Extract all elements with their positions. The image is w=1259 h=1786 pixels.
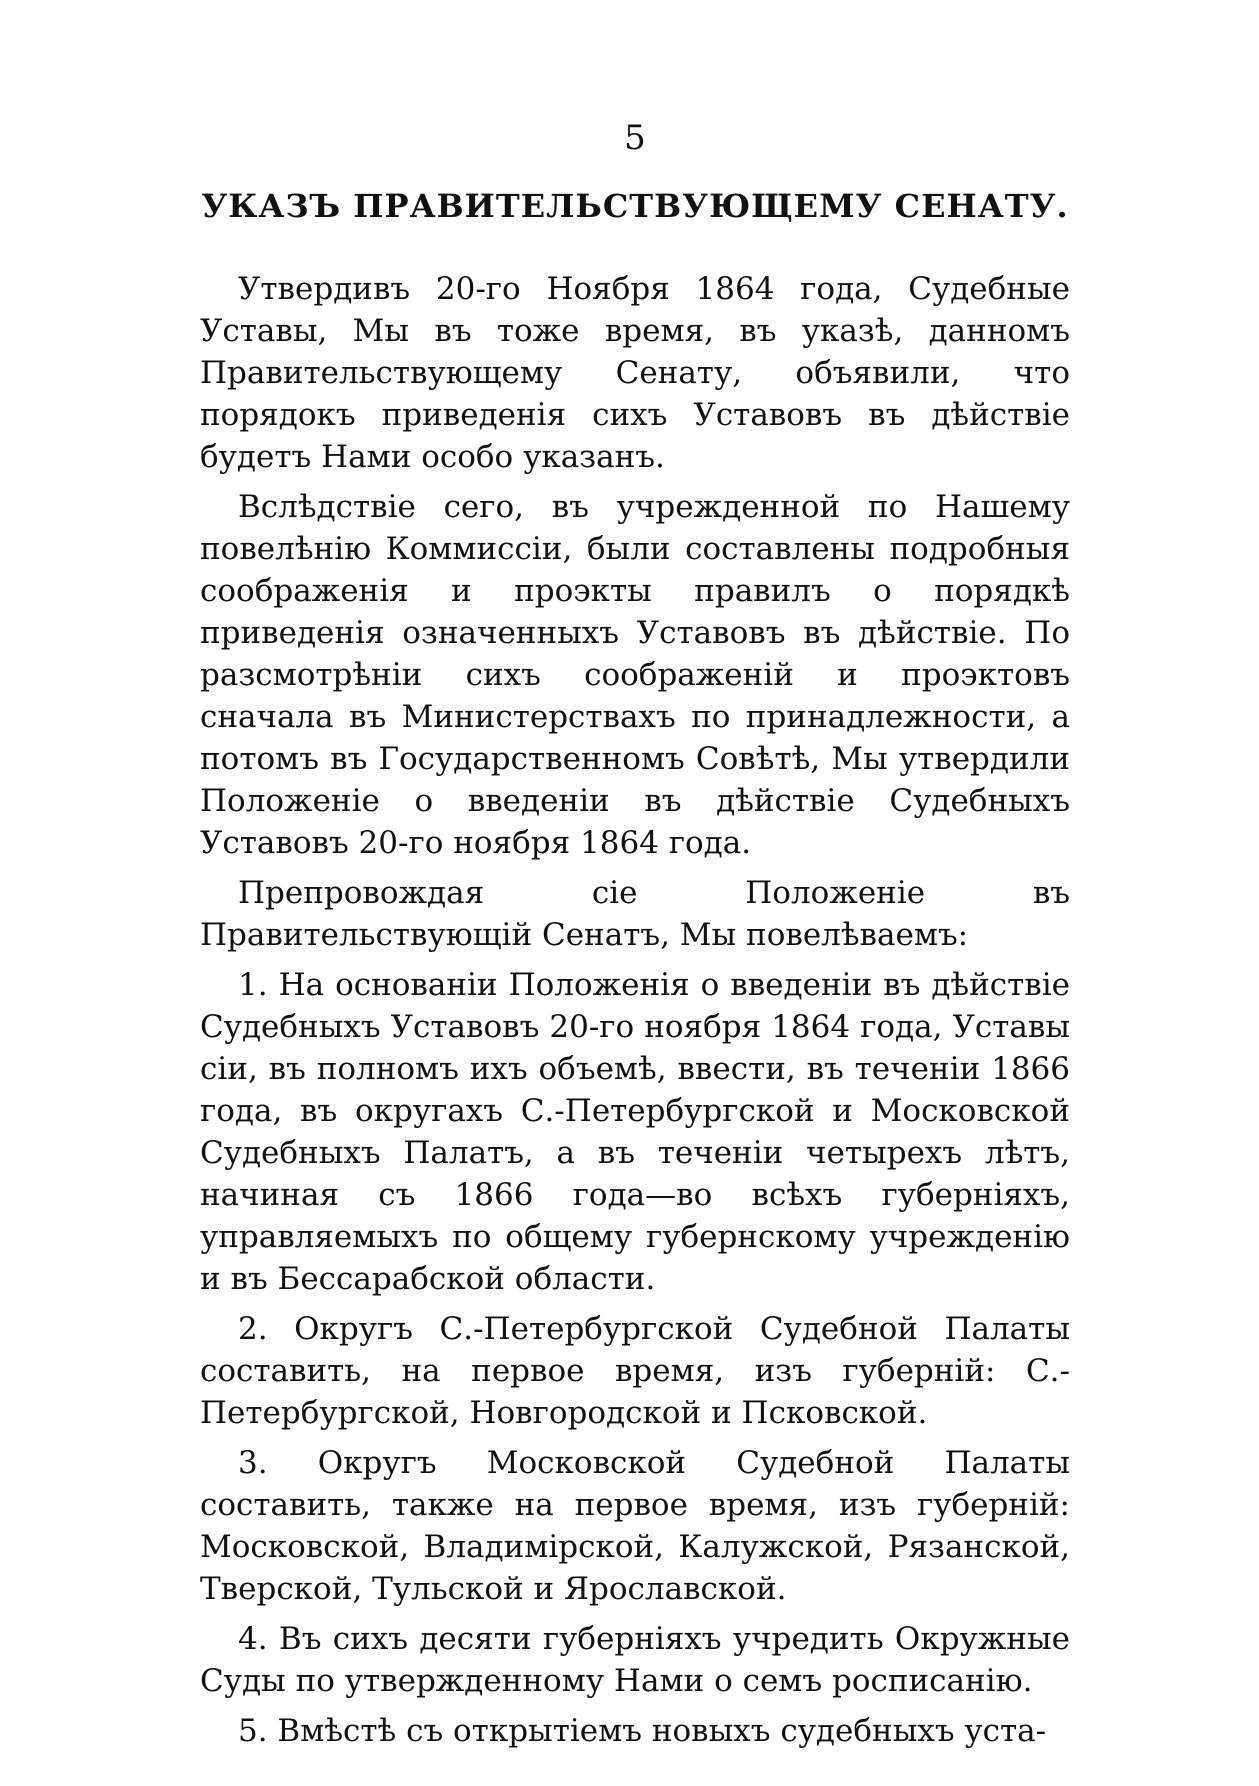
page-title: УКАЗЪ ПРАВИТЕЛЬСТВУЮЩЕМУ СЕНАТУ. — [201, 187, 1069, 225]
paragraph-decree — [200, 872, 1070, 956]
paragraph-text: 3. Округъ Московской Судебной Палаты составить, также на первое время, изъ губерній: Московской, Владимірской, Калужской, Рязанской, Тверской, Тульской и Ярославской. — [200, 1445, 1070, 1607]
document-page — [200, 118, 1070, 1760]
paragraph-item-2 — [200, 1308, 1070, 1434]
paragraph-intro — [200, 268, 1070, 478]
paragraph-commission — [200, 486, 1070, 864]
page-number: 5 — [624, 118, 646, 158]
paragraph-item-5 — [200, 1710, 1070, 1752]
paragraph-text: 1. На основаніи Положенія о введеніи въ дѣйствіе Судебныхъ Уставовъ 20-го ноября 1864 года, Уставы сіи, въ полномъ ихъ объемѣ, ввести, въ теченіи 1866 года, въ округахъ С.-Петербургской и Московской Судебныхъ Палатъ, а въ теченіи четырехъ лѣтъ, начиная съ 1866 года—во всѣхъ губерніяхъ, управляемыхъ по общему губернскому учрежденію и въ Бессарабской области. — [200, 967, 1070, 1297]
paragraph-text: 4. Въ сихъ десяти губерніяхъ учредить Окружные Суды по утвержденному Нами о семъ росписанію. — [200, 1621, 1070, 1699]
paragraph-text: 2. Округъ С.-Петербургской Судебной Палаты составить, на первое время, изъ губерній: С.-Петербургской, Новгородской и Псковской. — [200, 1311, 1070, 1431]
paragraph-text: Утвердивъ 20-го Ноября 1864 года, Судебные Уставы, Мы въ тоже время, въ указѣ, данномъ Правительствующему Сенату, объявили, что порядокъ приведенія сихъ Уставовъ въ дѣйствіе будетъ Нами особо указанъ. — [200, 271, 1070, 475]
paragraph-item-4 — [200, 1618, 1070, 1702]
paragraph-item-1 — [200, 964, 1070, 1300]
paragraph-text: Вслѣдствіе сего, въ учрежденной по Нашему повелѣнію Коммиссіи, были составлены подробныя соображенія и проэкты правилъ о порядкѣ приведенія означенныхъ Уставовъ въ дѣйствіе. По разсмотрѣніи сихъ соображеній и проэктовъ сначала въ Министерствахъ по принадлежности, а потомъ въ Государственномъ Совѣтѣ, Мы утвердили Положеніе о введеніи въ дѣйствіе Судебныхъ Уставовъ 20-го ноября 1864 года. — [200, 489, 1070, 861]
paragraph-text: 5. Вмѣстѣ съ открытіемъ новыхъ судебныхъ уста- — [238, 1713, 1047, 1749]
paragraph-text: Препровождая сіе Положеніе въ Правительствующій Сенатъ, Мы повелѣваемъ: — [200, 875, 1070, 953]
paragraph-item-3 — [200, 1442, 1070, 1610]
